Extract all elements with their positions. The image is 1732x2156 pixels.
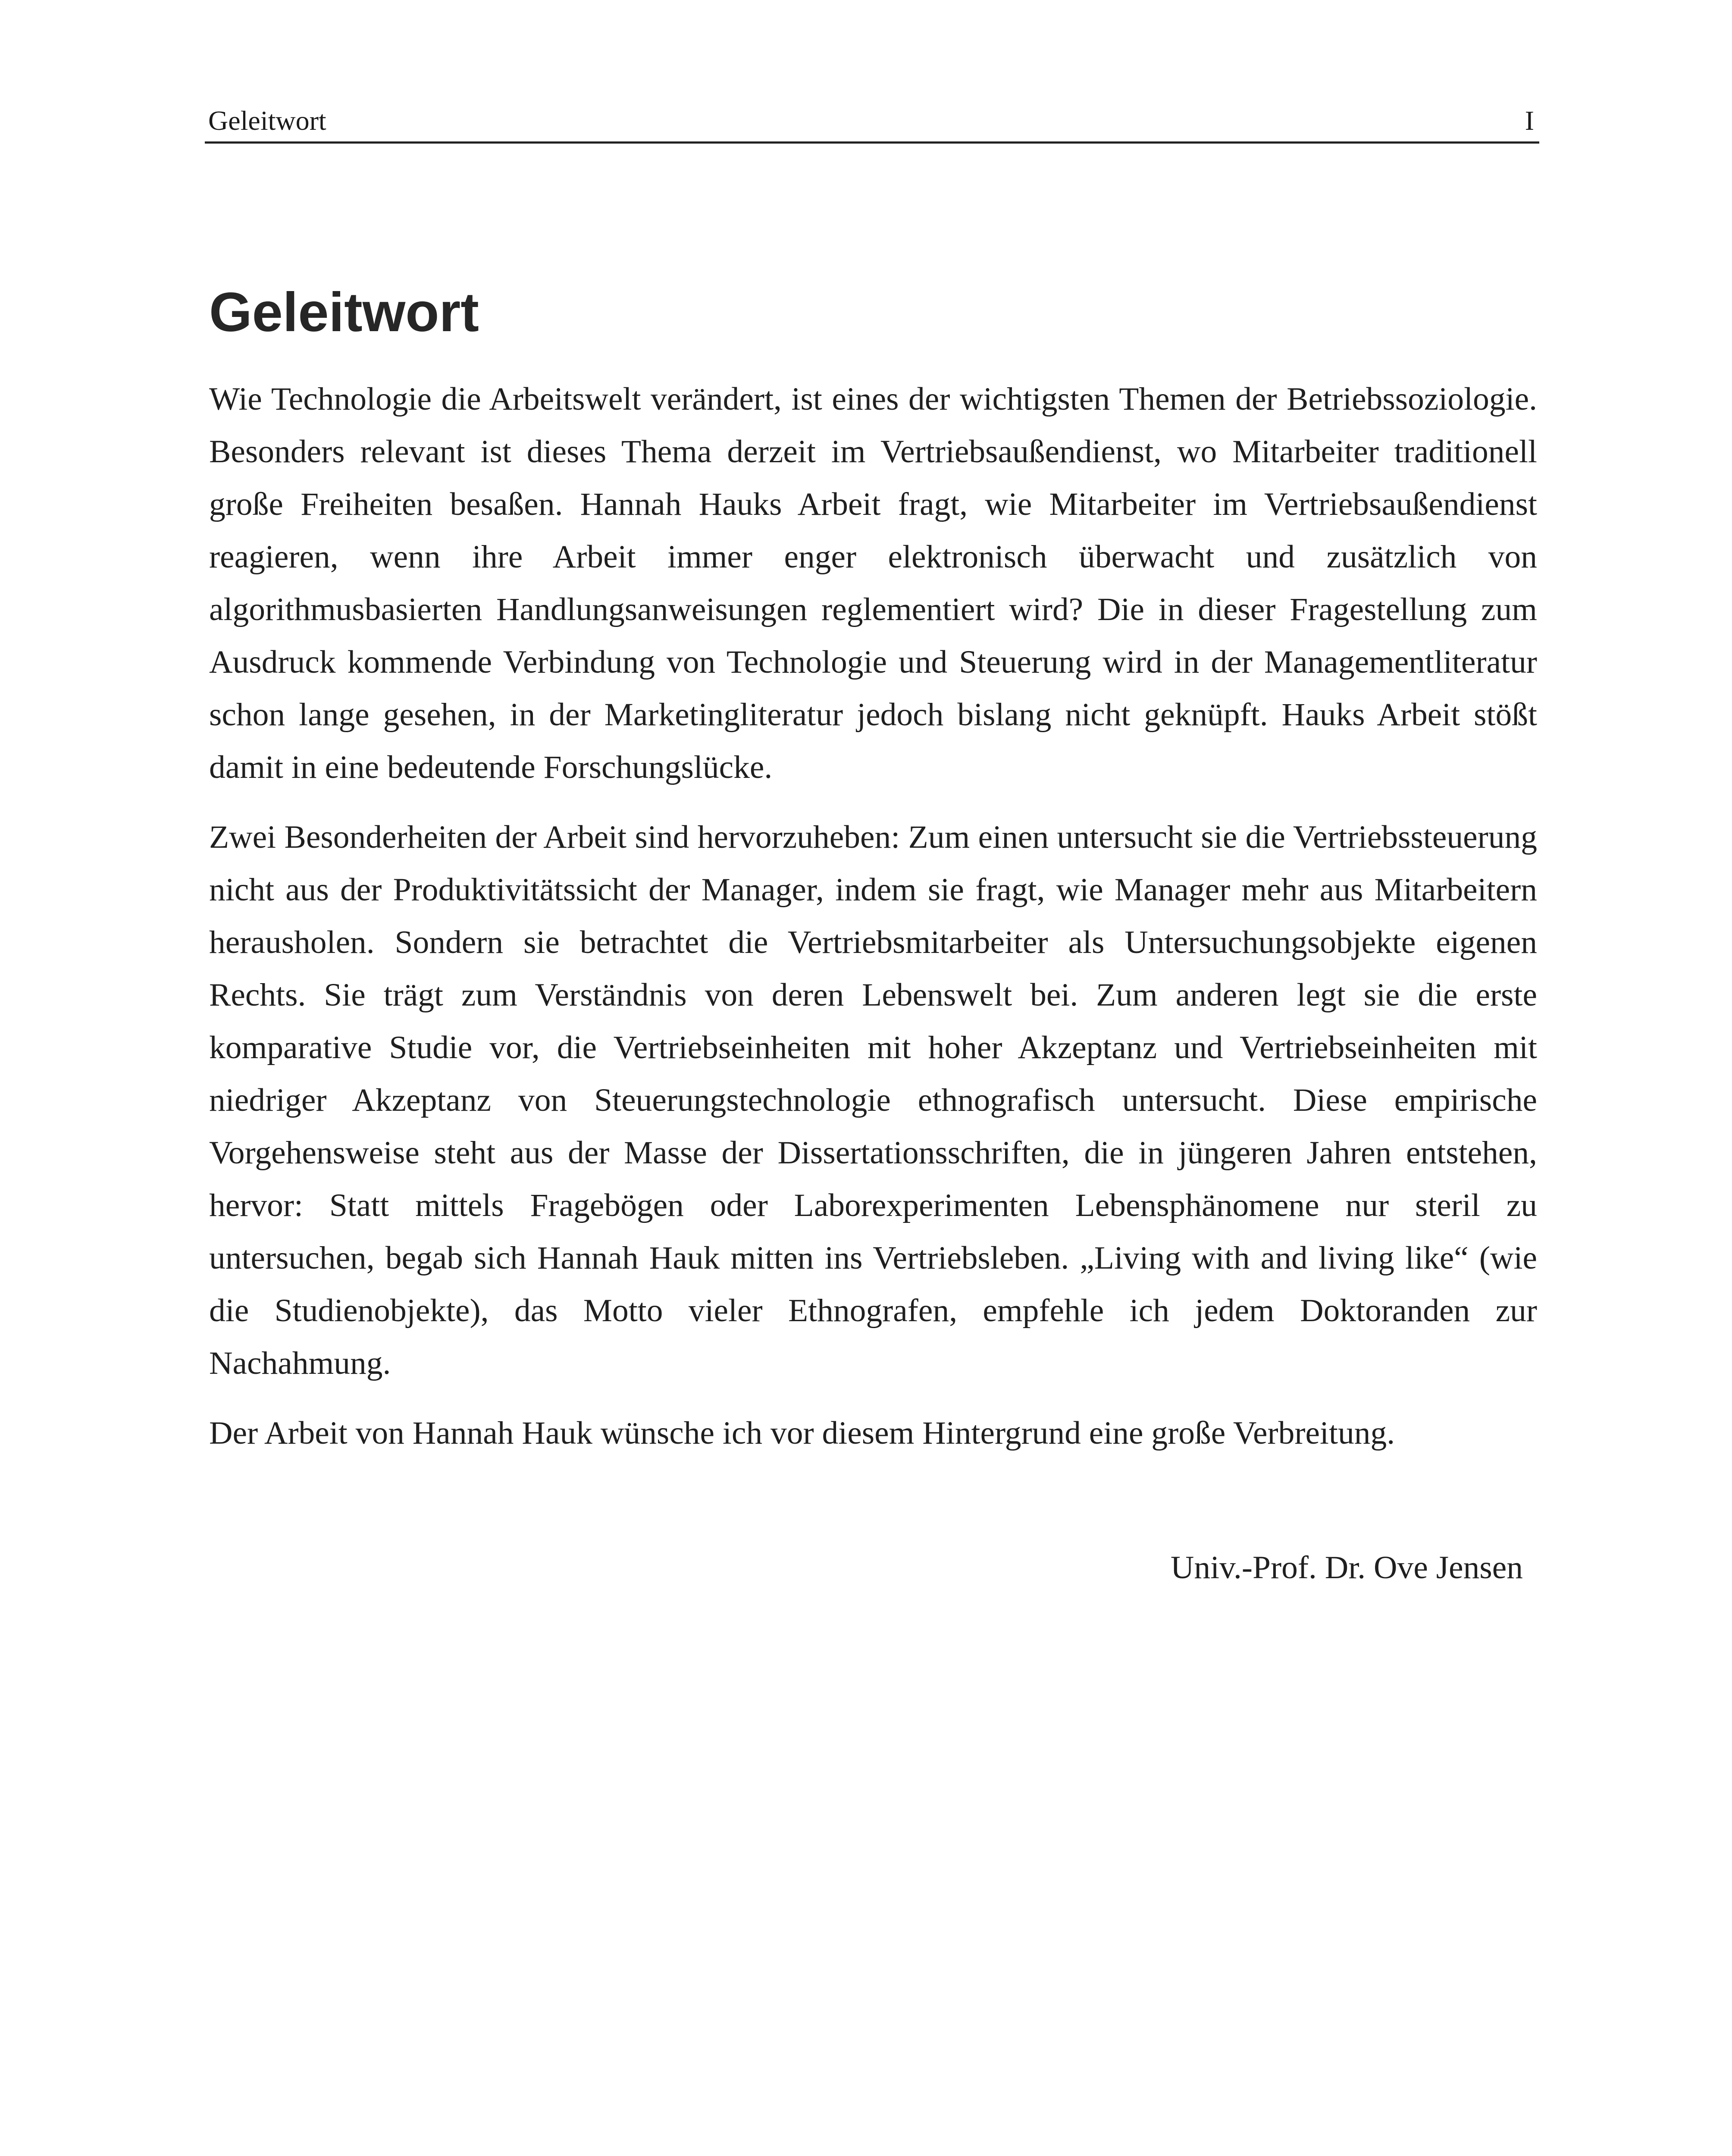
page-number: I xyxy=(1525,105,1534,136)
signature: Univ.-Prof. Dr. Ove Jensen xyxy=(1170,1550,1523,1586)
chapter-title: Geleitwort xyxy=(209,282,479,343)
running-header-title: Geleitwort xyxy=(208,105,326,136)
paragraph: Zwei Besonderheiten der Arbeit sind hervorzuheben: Zum einen untersucht sie die Vertriebssteuerung nicht aus der Produktivitätssicht der Manager, indem sie fragt, wie Manager mehr aus Mitarbeitern herausholen. Sondern sie betrachtet die Vertriebsmitarbeiter als Untersuchungsobjekte eigenen Rechts. Sie trägt zum Verständnis von deren Lebenswelt bei. Zum anderen legt sie die erste komparative Studie vor, die Vertriebseinheiten mit hoher Akzeptanz und Vertriebseinheiten mit niedriger Akzeptanz von Steuerungstechnologie ethnografisch untersucht. Diese empirische Vorgehensweise steht aus der Masse der Dissertationsschriften, die in jüngeren Jahren entstehen, hervor: Statt mittels Fragebögen oder Laborexperimenten Lebensphänomene nur steril zu untersuchen, begab sich Hannah Hauk mitten ins Vertriebsleben. „Living with and living like“ (wie die Studienobjekte), das Motto vieler Ethnografen, empfehle ich jedem Doktoranden zur Nachahmung. xyxy=(209,819,1537,1381)
paragraph: Wie Technologie die Arbeitswelt verändert, ist eines der wichtigsten Themen der Betriebssoziologie. Besonders relevant ist dieses Thema derzeit im Vertriebsaußendienst, wo Mitarbeiter traditionell große Freiheiten besaßen. Hannah Hauks Arbeit fragt, wie Mitarbeiter im Vertriebsaußendienst reagieren, wenn ihre Arbeit immer enger elektronisch überwacht und zusätzlich von algorithmusbasierten Handlungsanweisungen reglementiert wird? Die in dieser Fragestellung zum Ausdruck kommende Verbindung von Technologie und Steuerung wird in der Managementliteratur schon lange gesehen, in der Marketingliteratur jedoch bislang nicht geknüpft. Hauks Arbeit stößt damit in eine bedeutende Forschungslücke. xyxy=(209,381,1537,785)
running-header xyxy=(205,100,1539,144)
paragraph: Der Arbeit von Hannah Hauk wünsche ich vor diesem Hintergrund eine große Verbreitung. xyxy=(209,1415,1395,1451)
body-text xyxy=(209,373,1537,1477)
